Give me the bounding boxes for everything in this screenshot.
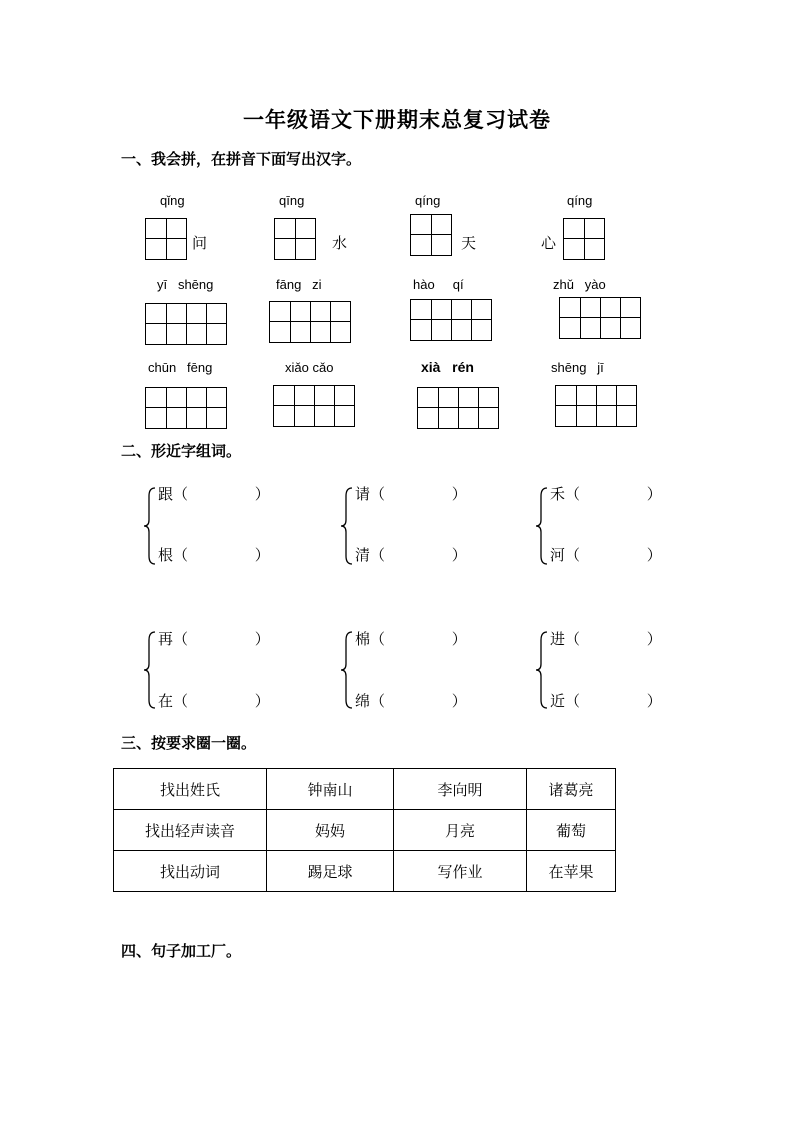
given-char: 水 xyxy=(332,234,348,252)
word-pair-bottom[interactable]: 在（ ） xyxy=(158,692,270,710)
section2-heading: 二、形近字组词。 xyxy=(121,442,242,460)
pinyin: chūn fēng xyxy=(148,360,213,375)
brace-icon xyxy=(535,630,549,710)
table-row xyxy=(114,810,616,851)
word-pair-top[interactable]: 再（ ） xyxy=(158,630,270,648)
pinyin: hào qí xyxy=(413,277,464,292)
given-char: 心 xyxy=(541,234,557,252)
word-pair-bottom[interactable]: 近（ ） xyxy=(550,692,662,710)
word-pair-top[interactable]: 进（ ） xyxy=(550,630,662,648)
option-cell[interactable]: 踢足球 xyxy=(267,851,394,892)
writing-grid[interactable] xyxy=(145,387,227,429)
writing-grid[interactable] xyxy=(417,387,499,429)
given-char: 天 xyxy=(461,234,477,252)
writing-grid[interactable] xyxy=(410,299,492,341)
writing-grid[interactable] xyxy=(410,214,452,256)
row-label: 找出轻声读音 xyxy=(114,810,267,851)
section3-heading: 三、按要求圈一圈。 xyxy=(121,734,257,752)
pinyin: qīng xyxy=(279,193,305,208)
word-pair-top[interactable]: 请（ ） xyxy=(355,485,467,503)
writing-grid[interactable] xyxy=(563,218,605,260)
pinyin: qíng xyxy=(415,193,441,208)
page-title: 一年级语文下册期末总复习试卷 xyxy=(243,107,551,132)
writing-grid[interactable] xyxy=(559,297,641,339)
circle-table xyxy=(113,768,616,892)
pinyin: xià rén xyxy=(421,359,474,375)
brace-icon xyxy=(143,630,157,710)
brace-icon xyxy=(340,486,354,566)
option-cell[interactable]: 在苹果 xyxy=(527,851,616,892)
given-char: 问 xyxy=(192,234,208,252)
option-cell[interactable]: 葡萄 xyxy=(527,810,616,851)
brace-icon xyxy=(143,486,157,566)
option-cell[interactable]: 写作业 xyxy=(394,851,527,892)
pinyin: yī shēng xyxy=(157,277,214,292)
pinyin: qíng xyxy=(567,193,593,208)
table-row xyxy=(114,851,616,892)
option-cell[interactable]: 钟南山 xyxy=(267,769,394,810)
writing-grid[interactable] xyxy=(273,385,355,427)
writing-grid[interactable] xyxy=(274,218,316,260)
brace-icon xyxy=(340,630,354,710)
word-pair-bottom[interactable]: 绵（ ） xyxy=(355,692,467,710)
writing-grid[interactable] xyxy=(145,303,227,345)
brace-icon xyxy=(535,486,549,566)
section4-heading: 四、句子加工厂。 xyxy=(121,942,242,960)
row-label: 找出姓氏 xyxy=(114,769,267,810)
word-pair-top[interactable]: 禾（ ） xyxy=(550,485,662,503)
pinyin: xiǎo cǎo xyxy=(285,360,334,375)
row-label: 找出动词 xyxy=(114,851,267,892)
writing-grid[interactable] xyxy=(145,218,187,260)
option-cell[interactable]: 月亮 xyxy=(394,810,527,851)
word-pair-bottom[interactable]: 清（ ） xyxy=(355,546,467,564)
option-cell[interactable]: 李向明 xyxy=(394,769,527,810)
table-row xyxy=(114,769,616,810)
option-cell[interactable]: 诸葛亮 xyxy=(527,769,616,810)
section1-heading: 一、我会拼，在拼音下面写出汉字。 xyxy=(121,150,362,168)
word-pair-bottom[interactable]: 根（ ） xyxy=(158,546,270,564)
pinyin: shēng jī xyxy=(551,360,604,375)
option-cell[interactable]: 妈妈 xyxy=(267,810,394,851)
writing-grid[interactable] xyxy=(269,301,351,343)
pinyin: fāng zi xyxy=(276,277,322,292)
writing-grid[interactable] xyxy=(555,385,637,427)
word-pair-bottom[interactable]: 河（ ） xyxy=(550,546,662,564)
word-pair-top[interactable]: 棉（ ） xyxy=(355,630,467,648)
word-pair-top[interactable]: 跟（ ） xyxy=(158,485,270,503)
pinyin: qǐng xyxy=(160,193,185,208)
pinyin: zhǔ yào xyxy=(553,277,606,292)
